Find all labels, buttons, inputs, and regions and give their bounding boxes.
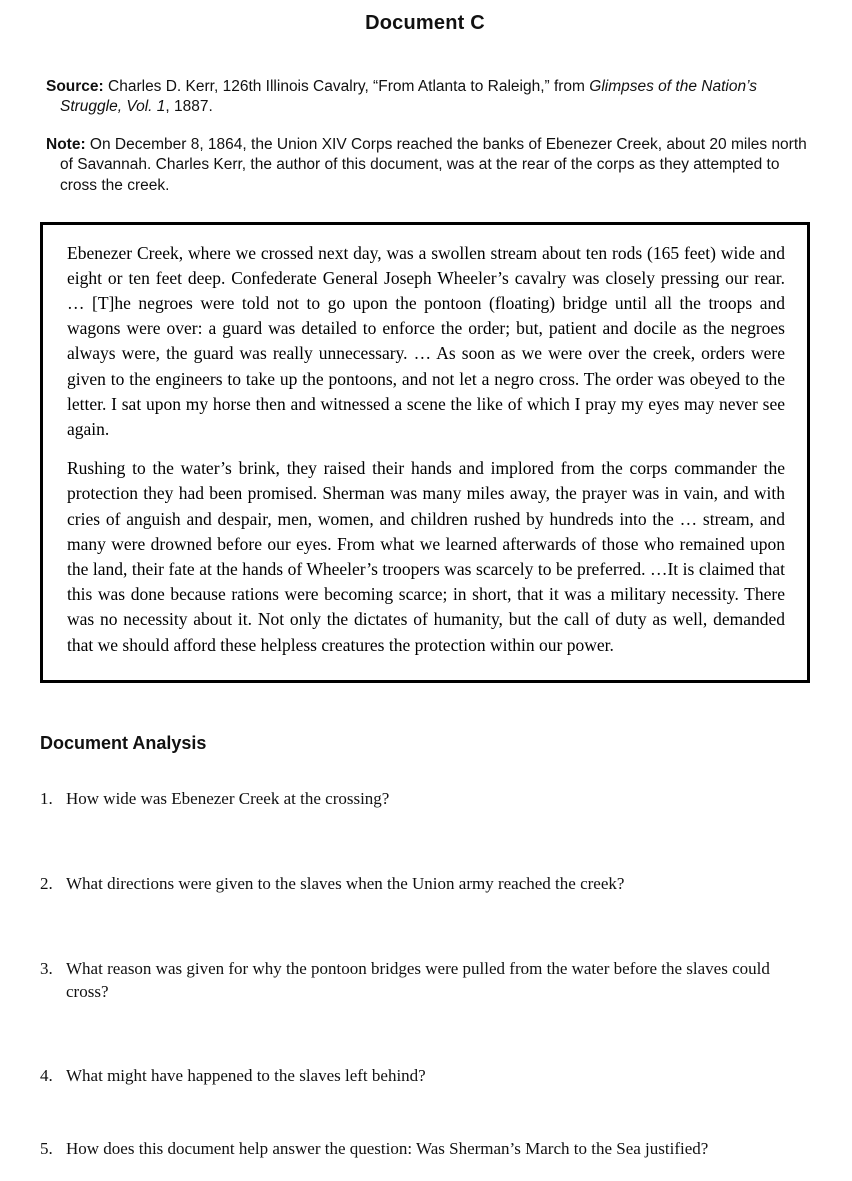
question-text: How does this document help answer the question: Was Sherman’s March to the Sea justified? — [66, 1139, 709, 1159]
source-text-after: , 1887. — [165, 98, 213, 116]
source-italic-title: Glimpses of the Nation’s Struggle, Vol. 1 — [60, 78, 757, 116]
note-label: Note: — [46, 136, 86, 154]
question-item-5 — [40, 1138, 810, 1161]
question-text: What directions were given to the slaves when the Union army reached the creek? — [66, 873, 625, 893]
question-number: 3. — [40, 958, 53, 978]
question-item-4 — [40, 1065, 810, 1088]
quote-paragraph-1: Ebenezer Creek, where we crossed next day, was a swollen stream about ten rods (165 feet) wide and eight or ten feet deep. Confederate General Joseph Wheeler’s cavalry was closely pressing our rear. … [T]he negroes were told not to go upon the pontoon (floating) bridge until all the troops and wagons were over: a guard was detailed to enforce the order; but, patient and docile as the negroes always were, the guard was really unnecessary. … As soon as we were over the creek, orders were given to the engineers to take up the pontoons, and not let a negro cross. The order was obeyed to the letter. I sat upon my horse then and witnessed a scene the like of which I pray my eyes may never see again. — [67, 242, 785, 440]
question-text: What reason was given for why the pontoon bridges were pulled from the water before the slaves could cross? — [66, 958, 770, 1001]
analysis-heading: Document Analysis — [40, 732, 207, 753]
source-block — [40, 77, 810, 117]
question-number: 5. — [40, 1139, 53, 1159]
question-number: 2. — [40, 873, 53, 893]
note-text: On December 8, 1864, the Union XIV Corps reached the banks of Ebenezer Creek, about 20 miles north of Savannah. Charles Kerr, the author of this document, was at the rear of the corps as they attempted to cross the creek. — [60, 136, 807, 194]
question-item-3 — [40, 958, 810, 1004]
question-number: 1. — [40, 788, 53, 808]
quote-paragraph-2: Rushing to the water’s brink, they raised their hands and implored from the corps commander the protection they had been promised. Sherman was many miles away, the prayer was in vain, and with cries of anguish and despair, men, women, and children rushed by hundreds into the … stream, and many were drowned before our eyes. From what we learned afterwards of those who remained upon the land, their fate at the hands of Wheeler’s troopers was scarcely to be preferred. …It is claimed that this was done because rations were becoming scarce; in short, that it was a military necessity. There was no necessity about it. Not only the dictates of humanity, but the call of duty as well, demanded that we should afford these helpless creatures the protection within our power. — [67, 458, 785, 655]
question-text: How wide was Ebenezer Creek at the crossing? — [66, 788, 390, 808]
question-item-2 — [40, 873, 810, 896]
question-text: What might have happened to the slaves left behind? — [66, 1066, 426, 1086]
note-block — [40, 135, 810, 195]
question-item-1 — [40, 788, 810, 811]
quote-box — [40, 222, 810, 683]
source-text: Charles D. Kerr, 126th Illinois Cavalry, “From Atlanta to Raleigh,” from — [103, 78, 590, 95]
page-title: Document C — [365, 12, 485, 34]
question-number: 4. — [40, 1066, 53, 1086]
source-label: Source: — [46, 78, 104, 95]
